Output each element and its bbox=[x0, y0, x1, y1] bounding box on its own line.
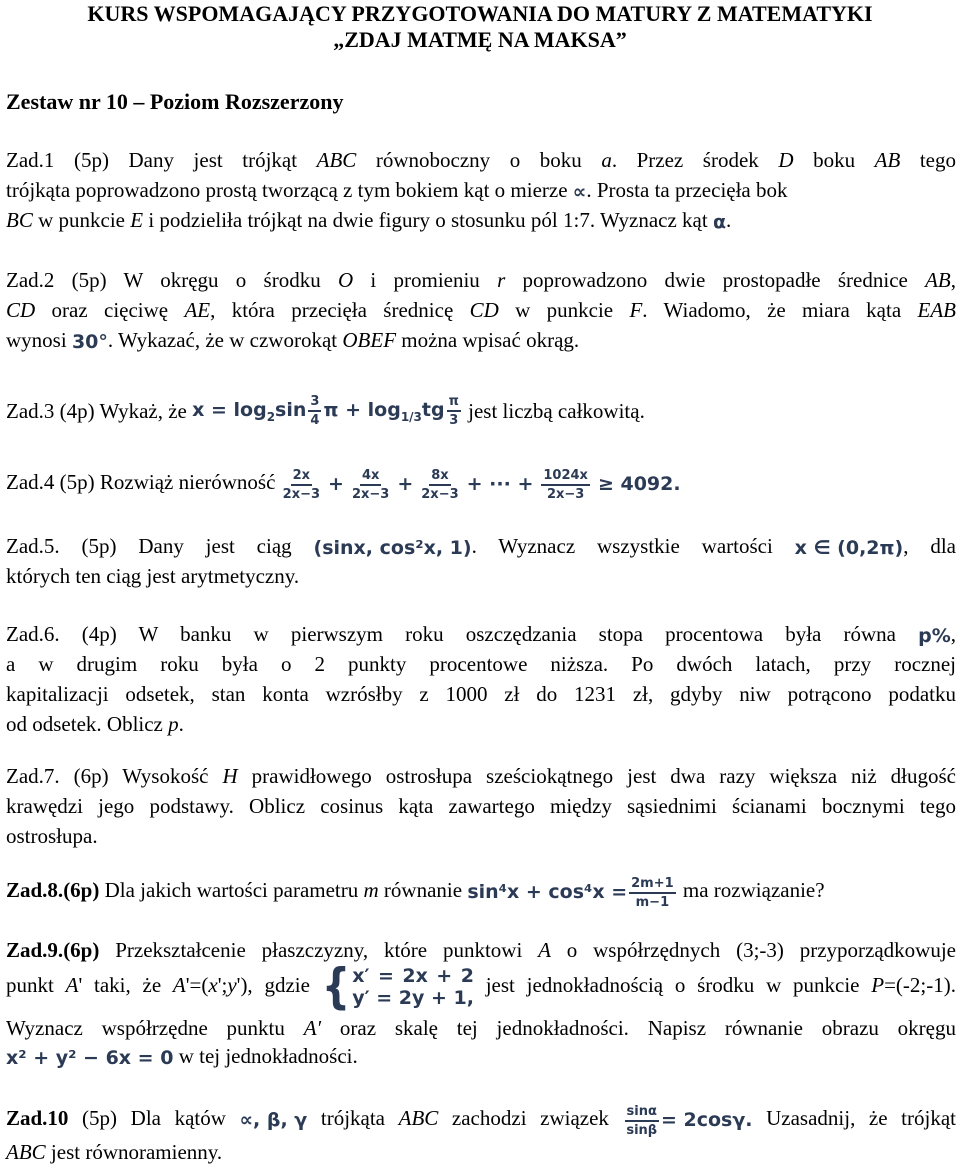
angles-list: ∝, β, γ bbox=[239, 1109, 308, 1132]
angle-value: 30° bbox=[71, 331, 108, 354]
task-9-line-1: Zad.9.(6p) Przekształcenie płaszczyzny, które punktowi A o współrzędnych (3;-3) przyporządkowuje bbox=[6, 938, 956, 962]
task-8: Zad.8.(6p) Dla jakich wartości parametru m równanie sin⁴x + cos⁴x = $\frac{2m+1}{m-1}$ ma rozwiązanie? bbox=[6, 868, 956, 912]
task-7-line-3: ostrosłupa. bbox=[6, 824, 98, 848]
sequence: (sinx, cos²x, 1) bbox=[313, 537, 472, 560]
trig-equation: sin⁴x + cos⁴x = $\frac{2m+1}{m-1}$ bbox=[467, 875, 674, 910]
task-6-line-3: kapitalizacji odsetek, stan konta wzrósłby z 1000 zł do 1231 zł, gdyby niw potrącono podatku bbox=[6, 682, 956, 706]
percent-symbol: p% bbox=[918, 625, 951, 648]
sine-relation: $\frac{\sin\alpha}{\sin\beta}$ = 2cosγ. bbox=[626, 1103, 753, 1138]
task-label: Zad.8. bbox=[6, 878, 64, 902]
course-subtitle: „ZDAJ MATMĘ NA MAKSA” bbox=[333, 27, 627, 52]
task-6-line-4: od odsetek. Oblicz p. bbox=[6, 712, 184, 736]
task-label: Zad.10 bbox=[6, 1106, 69, 1130]
transformation-system: { x′ = 2x + 2 y′ = 2y + 1, bbox=[321, 959, 474, 1015]
task-label: Zad.2 bbox=[6, 268, 55, 292]
task-label: Zad.9. bbox=[6, 938, 64, 962]
task-label: Zad.3 bbox=[6, 399, 55, 424]
task-10-line-1: Zad.10 (5p) Dla kątów ∝, β, γ trójkąta ABC zachodzi związek $\frac{\sin\alpha}{\sin\beta}$ = 2cosγ. Uzasadnij, że trójkąt bbox=[6, 1098, 956, 1138]
task-3: Zad.3 (4p) Wykaż, że $x = \log_2\sin$ $\frac{3}{4}$ $\pi + \log_{1/3}tg$ $\frac{\pi}{3}$ jest liczbą całkowitą. bbox=[6, 386, 956, 434]
formula-x: $x = \log_2\sin$ $\frac{3}{4}$ $\pi + \log_{1/3}tg$ $\frac{\pi}{3}$ bbox=[192, 393, 459, 428]
task-2-line-2: CD oraz cięciwę AE, która przecięła średnicę CD w punkcie F. Wiadomo, że miara kąta EAB bbox=[6, 298, 956, 322]
task-6-line-1: Zad.6. (4p) W banku w pierwszym roku oszczędzania stopa procentowa była równa p%, bbox=[6, 620, 956, 650]
task-9-line-3: Wyznacz współrzędne punktu A′ oraz skalę tej jednokładności. Napisz równanie obrazu okręgu bbox=[6, 1016, 956, 1040]
task-7-line-2: krawędzi jego podstawy. Oblicz cosinus kąta zawartego między sąsiednimi ścianami bocznymi tego bbox=[6, 794, 956, 818]
task-label: Zad.4 bbox=[6, 470, 55, 494]
course-title: KURS WSPOMAGAJĄCY PRZYGOTOWANIA DO MATURY Z MATEMATYKI bbox=[87, 1, 873, 26]
task-1-line-3: BC w punkcie E i podzieliła trójkąt na dwie figury o stosunku pól 1:7. Wyznacz kąt α. bbox=[6, 206, 956, 236]
task-10-line-2: ABC jest równoramienny. bbox=[6, 1140, 223, 1164]
set-label: Zestaw nr 10 – Poziom Rozszerzony bbox=[6, 89, 344, 114]
task-5-line-2: których ten ciąg jest arytmetyczny. bbox=[6, 564, 300, 588]
task-2-line-1: Zad.2 (5p) W okręgu o środku O i promieniu r poprowadzono dwie prostopadłe średnice AB, bbox=[6, 268, 956, 292]
inequality: $\frac{2x}{2x-3}$ + $\frac{4x}{2x-3}$ + $\frac{8x}{2x-3}$ + ··· + $\frac{1024x}{2x-3}$ ≥ 4092. bbox=[282, 467, 681, 502]
task-9-line-4: x² + y² − 6x = 0 w tej jednokładności. bbox=[6, 1042, 956, 1072]
task-label: Zad.5. bbox=[6, 534, 60, 558]
circle-equation: x² + y² − 6x = 0 bbox=[6, 1047, 174, 1070]
task-6-line-2: a w drugim roku była o 2 punkty procentowe niższa. Po dwóch latach, przy rocznej bbox=[6, 652, 956, 676]
task-1-line-1: Zad.1 (5p) Dany jest trójkąt ABC równoboczny o boku a. Przez środek D boku AB tego bbox=[6, 148, 956, 172]
domain-set: x ∈ (0,2π) bbox=[794, 537, 904, 560]
task-2-line-3: wynosi 30°. Wykazać, że w czworokąt OBEF można wpisać okrąg. bbox=[6, 326, 956, 356]
task-1-line-2: trójkąta poprowadzono prostą tworzącą z tym bokiem kąt o mierze ∝. Prosta ta przecięła bok bbox=[6, 176, 956, 206]
task-7-line-1: Zad.7. (6p) Wysokość H prawidłowego ostrosłupa sześciokątnego jest dwa razy większa niż długość bbox=[6, 764, 956, 788]
task-label: Zad.6. bbox=[6, 622, 60, 646]
task-4: Zad.4 (5p) Rozwiąż nierówność $\frac{2x}{2x-3}$ + $\frac{4x}{2x-3}$ + $\frac{8x}{2x-3}$ + ··· + $\frac{1024x}{2x-3}$ ≥ 4092. bbox=[6, 458, 956, 506]
task-9-line-2: punkt A' taki, że A'=(x';y'), gdzie { x′ = 2x + 2 y′ = 2y + 1, jest jednokładnością o środku w punkcie P=(-2;-1). bbox=[6, 959, 956, 1015]
task-label: Zad.1 bbox=[6, 148, 55, 172]
alpha-symbol: ∝ bbox=[572, 181, 587, 204]
alpha-symbol: α bbox=[712, 211, 727, 234]
task-label: Zad.7. bbox=[6, 764, 60, 788]
task-5-line-1: Zad.5. (5p) Dany jest ciąg (sinx, cos²x, 1). Wyznacz wszystkie wartości x ∈ (0,2π), dla bbox=[6, 532, 956, 562]
